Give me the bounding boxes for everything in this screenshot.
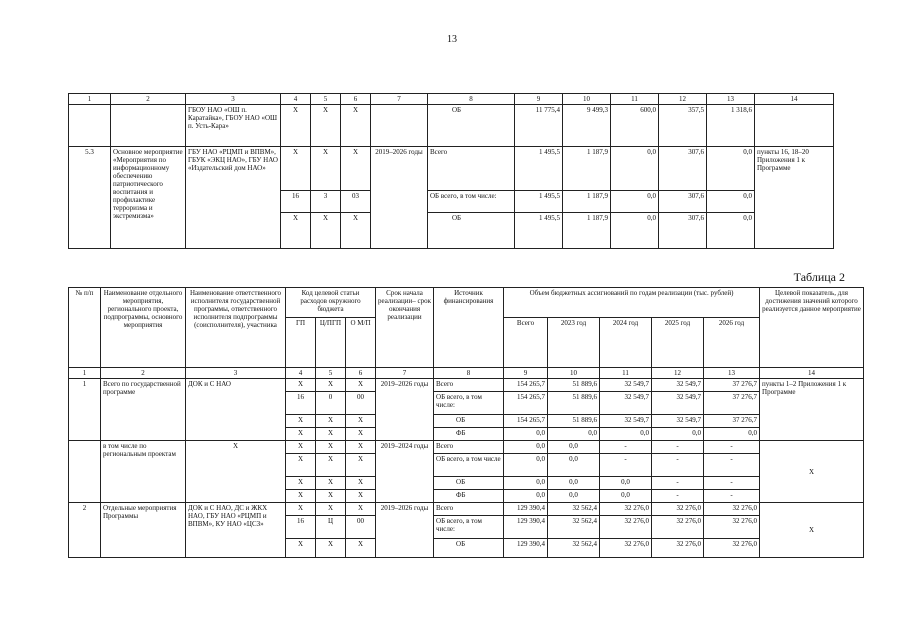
measure-name: Отдельные мероприятия Программы (101, 503, 186, 558)
source-cell: ОБ (434, 477, 504, 490)
value-cell: 51 889,6 (548, 415, 600, 428)
value-cell: 32 276,0 (652, 503, 704, 516)
colnum: 8 (434, 368, 504, 379)
source-cell: ОБ всего, в том числе: (434, 392, 504, 415)
page-number: 13 (447, 34, 457, 45)
source-cell: ОБ (434, 415, 504, 428)
target-indicator: X (760, 503, 864, 558)
value-cell: 32 276,0 (652, 516, 704, 539)
executor-cell: ДОК и С НАО, ДС и ЖКХ НАО, ГБУ НАО «РЦМП и ВПВМ», КУ НАО «ЦСЗ» (186, 503, 286, 558)
colnum: 8 (428, 94, 515, 105)
colnum: 3 (186, 368, 286, 379)
value-cell: 0,0 (707, 213, 755, 249)
executor-cell: ГБОУ НАО «ОШ п. Каратайка», ГБОУ НАО «ОШ п. Усть-Кара» (186, 105, 281, 147)
colnum: 4 (281, 94, 311, 105)
colnum: 2 (101, 368, 186, 379)
code-cell: X (286, 454, 316, 477)
header-year: 2024 год (600, 318, 652, 368)
header-period: Срок начала реализации– срок окончания реализации (376, 288, 434, 368)
value-cell: 0,0 (504, 454, 548, 477)
value-cell: 37 276,7 (704, 392, 760, 415)
code-cell: 3 (311, 191, 341, 213)
code-cell: X (286, 441, 316, 454)
value-cell: 32 276,0 (600, 539, 652, 558)
source-cell: Всего (434, 379, 504, 392)
period-cell: 2019–2026 годы (376, 503, 434, 558)
value-cell: 51 889,6 (548, 392, 600, 415)
value-cell: 0,0 (548, 454, 600, 477)
colnum: 9 (504, 368, 548, 379)
code-cell: X (311, 105, 341, 147)
value-cell: 32 276,0 (704, 516, 760, 539)
value-cell: 32 276,0 (600, 503, 652, 516)
colnum: 10 (563, 94, 611, 105)
value-cell: 129 390,4 (504, 539, 548, 558)
source-cell: ОБ всего, в том числе (434, 454, 504, 477)
code-cell: X (286, 503, 316, 516)
value-cell: - (652, 441, 704, 454)
table-2 (68, 287, 864, 558)
colnum: 14 (755, 94, 834, 105)
value-cell: 0,0 (600, 490, 652, 503)
code-cell: Ц (316, 516, 346, 539)
header-year: 2026 год (704, 318, 760, 368)
code-cell: X (316, 503, 346, 516)
value-cell: 0,0 (707, 147, 755, 191)
header-gp: ГП (286, 318, 316, 368)
code-cell: X (281, 147, 311, 191)
code-cell: X (346, 490, 376, 503)
value-cell: - (652, 477, 704, 490)
code-cell: X (286, 539, 316, 558)
value-cell: 1 187,9 (563, 191, 611, 213)
value-cell: 0,0 (504, 490, 548, 503)
table2-colnum-row (69, 368, 864, 379)
source-cell: ОБ всего, в том числе: (434, 516, 504, 539)
table-caption: Таблица 2 (793, 270, 845, 284)
source-cell: ОБ (434, 539, 504, 558)
code-cell: X (316, 441, 346, 454)
code-cell: X (341, 213, 371, 249)
executor-cell: X (186, 441, 286, 503)
value-cell: 0,0 (548, 477, 600, 490)
value-cell: 0,0 (548, 428, 600, 441)
code-cell: X (281, 213, 311, 249)
code-cell: X (316, 379, 346, 392)
measure-name: в том числе по региональным проектам (101, 441, 186, 503)
code-cell: X (341, 147, 371, 191)
colnum: 6 (346, 368, 376, 379)
code-cell: X (286, 379, 316, 392)
source-cell: ФБ (434, 490, 504, 503)
value-cell: 0,0 (504, 428, 548, 441)
value-cell: 129 390,4 (504, 503, 548, 516)
colnum: 1 (69, 94, 111, 105)
header-year: 2023 год (548, 318, 600, 368)
measure-name: Основное мероприятие «Мероприятия по информационному обеспечению патриотического воспитания и профилактике терроризма и экстремизма» (111, 147, 186, 249)
source-cell: Всего (428, 147, 515, 191)
value-cell: 0,0 (707, 191, 755, 213)
code-cell: X (286, 415, 316, 428)
value-cell: 0,0 (600, 428, 652, 441)
colnum: 1 (69, 368, 101, 379)
value-cell: 32 549,7 (652, 392, 704, 415)
code-cell: X (316, 477, 346, 490)
value-cell: - (704, 454, 760, 477)
value-cell: 37 276,7 (704, 415, 760, 428)
value-cell: 307,6 (659, 147, 707, 191)
value-cell: 307,6 (659, 213, 707, 249)
value-cell: 0,0 (548, 441, 600, 454)
value-cell: - (600, 441, 652, 454)
colnum: 2 (111, 94, 186, 105)
value-cell: - (600, 454, 652, 477)
code-cell: X (286, 477, 316, 490)
value-cell: 1 318,6 (707, 105, 755, 147)
value-cell: 32 562,4 (548, 539, 600, 558)
code-cell: X (346, 454, 376, 477)
header-cpgp: Ц/ПГП (316, 318, 346, 368)
colnum: 14 (760, 368, 864, 379)
value-cell: 0,0 (652, 428, 704, 441)
row-number: 5.3 (69, 147, 111, 249)
colnum: 3 (186, 94, 281, 105)
colnum: 5 (311, 94, 341, 105)
colnum: 4 (286, 368, 316, 379)
colnum: 7 (376, 368, 434, 379)
value-cell: 32 276,0 (600, 516, 652, 539)
code-cell: X (316, 415, 346, 428)
value-cell: 154 265,7 (504, 392, 548, 415)
code-cell: 00 (346, 516, 376, 539)
code-cell: X (316, 490, 346, 503)
target-indicator: пункты 1–2 Приложения 1 к Программе (760, 379, 864, 441)
colnum: 9 (515, 94, 563, 105)
table-row (69, 147, 834, 191)
header-volume: Объем бюджетных ассигнований по годам реализации (тыс. рублей) (504, 288, 760, 318)
value-cell: 32 549,7 (652, 379, 704, 392)
header-target: Целевой показатель, для достижения значений которого реализуется данное мероприятие (760, 288, 864, 368)
colnum: 12 (659, 94, 707, 105)
code-cell: X (281, 105, 311, 147)
colnum: 10 (548, 368, 600, 379)
table-row (69, 503, 864, 516)
value-cell: 1 187,9 (563, 213, 611, 249)
code-cell: 16 (286, 392, 316, 415)
row-number: 1 (69, 379, 101, 441)
source-cell: ОБ (428, 213, 515, 249)
colnum: 13 (704, 368, 760, 379)
value-cell: 0,0 (704, 428, 760, 441)
value-cell: 154 265,7 (504, 415, 548, 428)
header-total: Всего (504, 318, 548, 368)
code-cell: X (346, 503, 376, 516)
value-cell: 32 549,7 (600, 392, 652, 415)
code-cell: X (346, 477, 376, 490)
measure-name: Всего по государственной программе (101, 379, 186, 441)
code-cell: X (346, 415, 376, 428)
period-cell: 2019–2024 годы (376, 441, 434, 503)
row-number: 2 (69, 503, 101, 558)
target-indicator: X (760, 441, 864, 503)
code-cell: 03 (341, 191, 371, 213)
value-cell: 11 775,4 (515, 105, 563, 147)
header-year: 2025 год (652, 318, 704, 368)
code-cell: X (346, 441, 376, 454)
value-cell: - (704, 490, 760, 503)
value-cell: - (652, 490, 704, 503)
value-cell: 32 276,0 (704, 539, 760, 558)
value-cell: 0,0 (611, 147, 659, 191)
value-cell: 154 265,7 (504, 379, 548, 392)
code-cell: 16 (286, 516, 316, 539)
value-cell: 0,0 (504, 477, 548, 490)
value-cell: 32 549,7 (600, 415, 652, 428)
table1-colnum-row (69, 94, 834, 105)
value-cell: 51 889,6 (548, 379, 600, 392)
header-row (69, 288, 864, 318)
table-row (69, 105, 834, 147)
colnum: 5 (316, 368, 346, 379)
value-cell: 9 499,3 (563, 105, 611, 147)
code-cell: X (341, 105, 371, 147)
value-cell: - (704, 441, 760, 454)
period-cell: 2019–2026 годы (371, 147, 428, 249)
value-cell: 129 390,4 (504, 516, 548, 539)
value-cell: 1 495,5 (515, 147, 563, 191)
header-source: Источник финансирования (434, 288, 504, 368)
colnum: 12 (652, 368, 704, 379)
value-cell: 32 562,4 (548, 503, 600, 516)
value-cell: 600,0 (611, 105, 659, 147)
value-cell: 32 549,7 (652, 415, 704, 428)
header-om: О М/П (346, 318, 376, 368)
code-cell: X (311, 213, 341, 249)
code-cell: X (346, 539, 376, 558)
value-cell: - (652, 454, 704, 477)
code-cell: X (346, 379, 376, 392)
code-cell: 0 (316, 392, 346, 415)
table-row (69, 379, 864, 392)
value-cell: 0,0 (611, 191, 659, 213)
value-cell: 32 276,0 (652, 539, 704, 558)
header-name: Наименование отдельного мероприятия, регионального проекта, подпрограммы, основного мероприятия (101, 288, 186, 368)
code-cell: X (316, 539, 346, 558)
value-cell: 0,0 (548, 490, 600, 503)
value-cell: 307,6 (659, 191, 707, 213)
header-executor: Наименование ответственного исполнителя государственной программы, ответственного исполнителя подпрограммы (соисполнителя), участника (186, 288, 286, 368)
code-cell: X (311, 147, 341, 191)
source-cell: ФБ (434, 428, 504, 441)
code-cell: X (286, 490, 316, 503)
code-cell: X (316, 428, 346, 441)
code-cell: X (316, 454, 346, 477)
colnum: 11 (611, 94, 659, 105)
colnum: 11 (600, 368, 652, 379)
header-num: № п/п (69, 288, 101, 368)
colnum: 7 (371, 94, 428, 105)
code-cell: 00 (346, 392, 376, 415)
source-cell: ОБ всего, в том числе: (428, 191, 515, 213)
colnum: 13 (707, 94, 755, 105)
code-cell: X (286, 428, 316, 441)
value-cell: 0,0 (611, 213, 659, 249)
value-cell: 32 276,0 (704, 503, 760, 516)
value-cell: 357,5 (659, 105, 707, 147)
header-code: Код целевой статьи расходов окружного бюджета (286, 288, 376, 318)
code-cell: 16 (281, 191, 311, 213)
target-indicator: пункты 16, 18–20 Приложения 1 к Программе (755, 147, 834, 249)
code-cell: X (346, 428, 376, 441)
executor-cell: ДОК и С НАО (186, 379, 286, 441)
table-continuation (68, 93, 834, 249)
value-cell: 37 276,7 (704, 379, 760, 392)
colnum: 6 (341, 94, 371, 105)
source-cell: Всего (434, 503, 504, 516)
value-cell: 1 187,9 (563, 147, 611, 191)
value-cell: 0,0 (600, 477, 652, 490)
value-cell: - (704, 477, 760, 490)
source-cell: Всего (434, 441, 504, 454)
value-cell: 1 495,5 (515, 191, 563, 213)
value-cell: 32 562,4 (548, 516, 600, 539)
value-cell: 1 495,5 (515, 213, 563, 249)
period-cell: 2019–2026 годы (376, 379, 434, 441)
executor-cell: ГБУ НАО «РЦМП и ВПВМ», ГБУК «ЭКЦ НАО», ГБУ НАО «Издательский дом НАО» (186, 147, 281, 249)
value-cell: 0,0 (504, 441, 548, 454)
value-cell: 32 549,7 (600, 379, 652, 392)
table-row (69, 441, 864, 454)
source-cell: ОБ (428, 105, 515, 147)
